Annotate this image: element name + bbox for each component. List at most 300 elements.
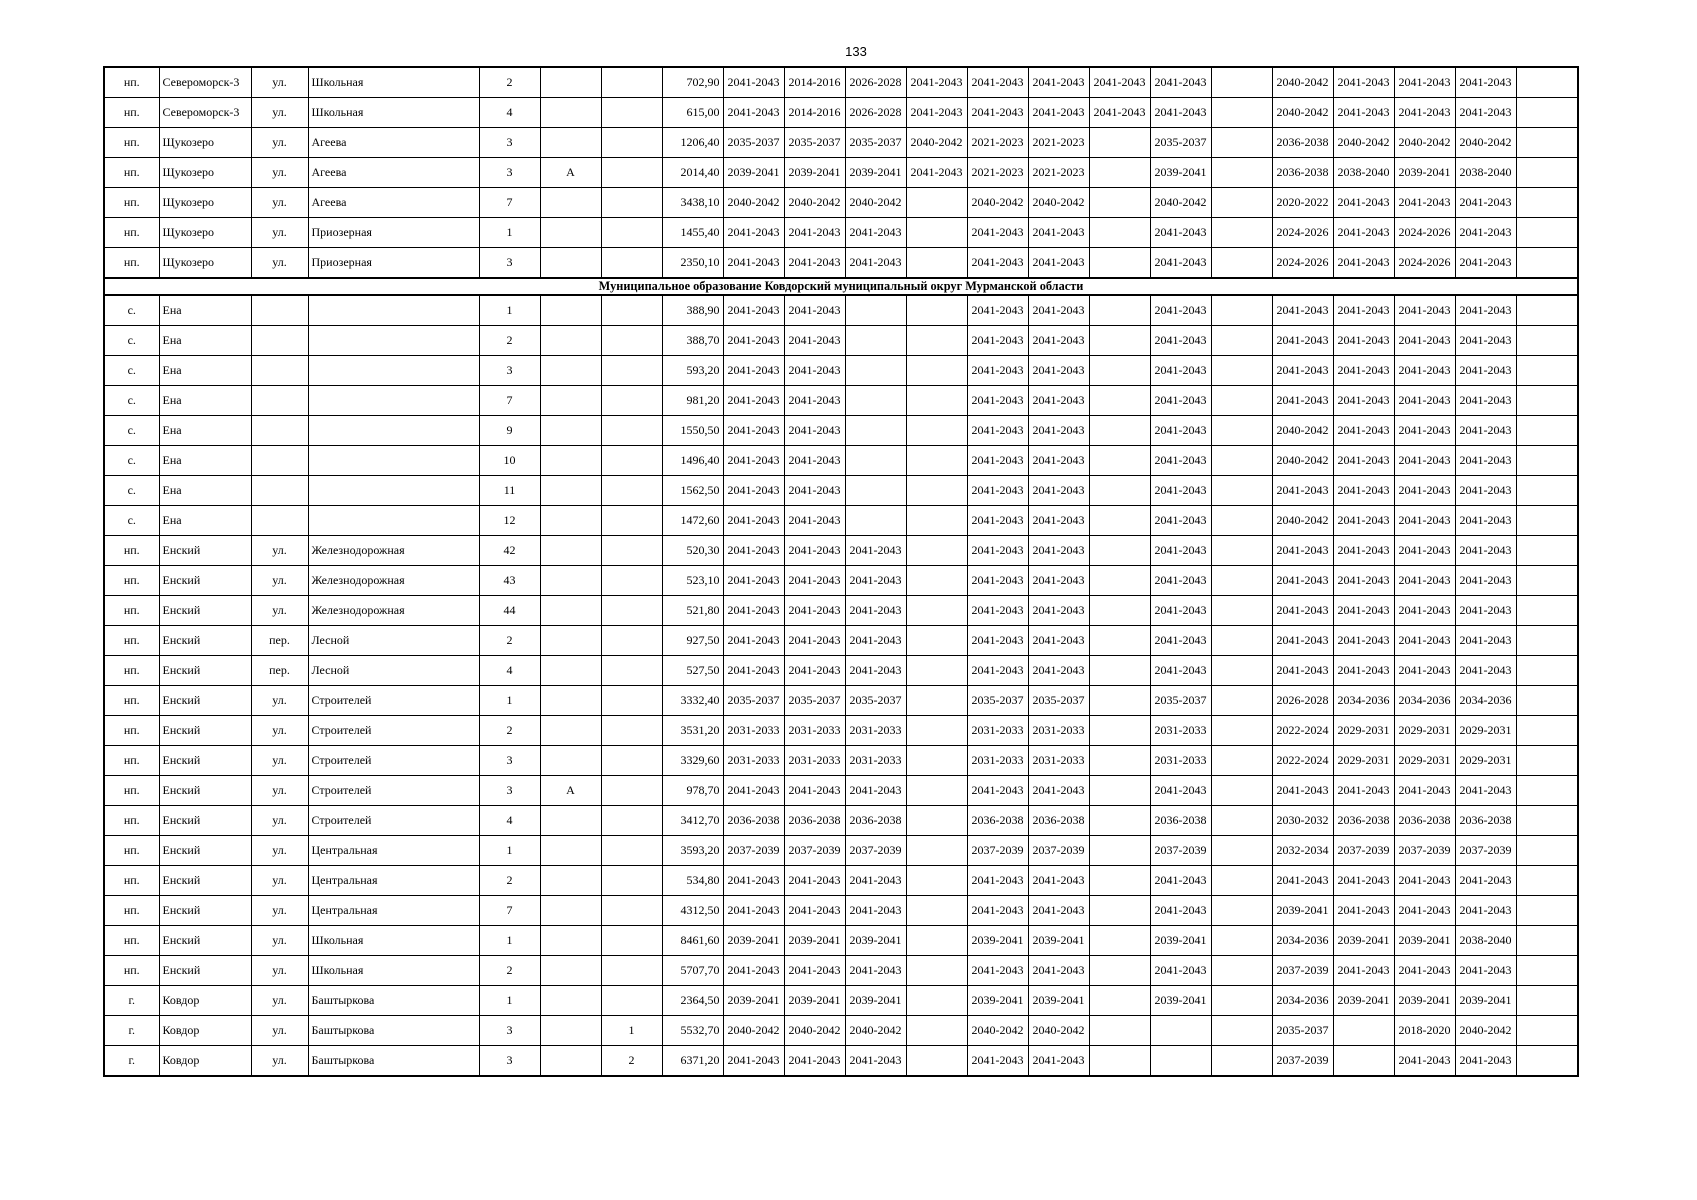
table-row	[104, 836, 1578, 866]
building-number-cell	[601, 416, 662, 446]
repair-period-cell: 2036-2038	[1150, 806, 1211, 836]
repair-period-cell: 2041-2043	[1333, 248, 1394, 279]
repair-period-cell: 2041-2043	[1455, 566, 1516, 596]
repair-period-cell: 2041-2043	[723, 566, 784, 596]
street-cell: Лесной	[308, 656, 479, 686]
repair-period-cell: 2041-2043	[723, 218, 784, 248]
repair-period-cell: 2041-2043	[1333, 656, 1394, 686]
table-row	[104, 956, 1578, 986]
repair-period-cell: 2041-2043	[1028, 476, 1089, 506]
repair-period-cell: 2037-2039	[1333, 836, 1394, 866]
repair-period-cell: 2041-2043	[967, 356, 1028, 386]
repair-period-cell	[1089, 326, 1150, 356]
repair-period-cell: 2041-2043	[845, 956, 906, 986]
repair-period-cell: 2041-2043	[1333, 506, 1394, 536]
repair-period-cell: 2041-2043	[1150, 776, 1211, 806]
building-number-cell	[601, 656, 662, 686]
table-row	[104, 476, 1578, 506]
repair-period-cell: 2041-2043	[1455, 188, 1516, 218]
repair-period-cell: 2031-2033	[784, 716, 845, 746]
area-cell: 615,00	[662, 98, 723, 128]
repair-period-cell: 2021-2023	[1028, 158, 1089, 188]
building-number-cell	[601, 536, 662, 566]
repair-period-cell: 2041-2043	[967, 896, 1028, 926]
street-cell: Школьная	[308, 67, 479, 98]
repair-period-cell	[906, 866, 967, 896]
repair-period-cell: 2039-2041	[845, 158, 906, 188]
table-row	[104, 716, 1578, 746]
repair-period-cell: 2030-2032	[1272, 806, 1333, 836]
repair-period-cell	[1089, 926, 1150, 956]
repair-period-cell	[1211, 476, 1272, 506]
repair-period-cell: 2041-2043	[967, 386, 1028, 416]
repair-period-cell: 2041-2043	[784, 866, 845, 896]
repair-period-cell: 2041-2043	[1150, 67, 1211, 98]
settlement-type-cell: нп.	[104, 686, 159, 716]
empty-cell	[1516, 716, 1578, 746]
table-row	[104, 536, 1578, 566]
street-type-cell: ул.	[251, 956, 308, 986]
repair-period-cell: 2039-2041	[723, 986, 784, 1016]
table-row	[104, 1016, 1578, 1046]
building-number-cell	[601, 806, 662, 836]
repair-period-cell	[906, 248, 967, 279]
repair-period-cell: 2041-2043	[1455, 446, 1516, 476]
repair-period-cell: 2037-2039	[1150, 836, 1211, 866]
settlement-type-cell: нп.	[104, 866, 159, 896]
table-row	[104, 566, 1578, 596]
empty-cell	[1516, 67, 1578, 98]
repair-period-cell: 2041-2043	[784, 506, 845, 536]
empty-cell	[1516, 1016, 1578, 1046]
repair-period-cell: 2041-2043	[1150, 476, 1211, 506]
repair-period-cell: 2041-2043	[1272, 386, 1333, 416]
repair-period-cell	[1089, 596, 1150, 626]
settlement-type-cell: нп.	[104, 836, 159, 866]
area-cell: 981,20	[662, 386, 723, 416]
repair-period-cell	[906, 776, 967, 806]
house-letter-cell	[540, 1046, 601, 1077]
area-cell: 521,80	[662, 596, 723, 626]
settlement-cell: Енский	[159, 806, 251, 836]
repair-period-cell	[1211, 686, 1272, 716]
settlement-type-cell: нп.	[104, 956, 159, 986]
repair-period-cell: 2037-2039	[1394, 836, 1455, 866]
repair-period-cell: 2041-2043	[1028, 295, 1089, 326]
repair-period-cell	[1211, 956, 1272, 986]
repair-period-cell	[906, 656, 967, 686]
table-row	[104, 98, 1578, 128]
table-row	[104, 67, 1578, 98]
area-cell: 1472,60	[662, 506, 723, 536]
repair-period-cell: 2041-2043	[784, 536, 845, 566]
repair-period-cell: 2041-2043	[723, 416, 784, 446]
settlement-cell: Щукозеро	[159, 188, 251, 218]
repair-period-cell: 2037-2039	[723, 836, 784, 866]
repair-period-cell	[906, 416, 967, 446]
repair-period-cell: 2041-2043	[1455, 98, 1516, 128]
repair-period-cell: 2041-2043	[967, 67, 1028, 98]
repair-period-cell: 2021-2023	[967, 128, 1028, 158]
settlement-type-cell: нп.	[104, 626, 159, 656]
section-header-row	[104, 278, 1578, 295]
repair-period-cell: 2041-2043	[967, 295, 1028, 326]
table-body	[104, 67, 1578, 1076]
house-letter-cell	[540, 746, 601, 776]
repair-period-cell	[1211, 566, 1272, 596]
repair-period-cell	[1211, 188, 1272, 218]
table-row	[104, 626, 1578, 656]
table-row	[104, 746, 1578, 776]
repair-period-cell: 2041-2043	[967, 446, 1028, 476]
house-number-cell: 2	[479, 866, 540, 896]
settlement-cell: Енский	[159, 836, 251, 866]
repair-period-cell	[1089, 248, 1150, 279]
building-number-cell	[601, 776, 662, 806]
repair-period-cell: 2041-2043	[845, 776, 906, 806]
house-number-cell: 3	[479, 128, 540, 158]
street-type-cell: ул.	[251, 866, 308, 896]
repair-period-cell: 2031-2033	[1150, 746, 1211, 776]
repair-period-cell: 2041-2043	[1333, 566, 1394, 596]
empty-cell	[1516, 956, 1578, 986]
repair-period-cell: 2041-2043	[1394, 416, 1455, 446]
settlement-type-cell: нп.	[104, 128, 159, 158]
building-number-cell	[601, 926, 662, 956]
repair-period-cell	[906, 506, 967, 536]
repair-period-cell	[1089, 188, 1150, 218]
repair-period-cell	[1089, 1016, 1150, 1046]
table-row	[104, 356, 1578, 386]
repair-period-cell: 2041-2043	[1333, 596, 1394, 626]
repair-period-cell: 2020-2022	[1272, 188, 1333, 218]
repair-period-cell: 2041-2043	[784, 656, 845, 686]
area-cell: 388,70	[662, 326, 723, 356]
house-number-cell: 42	[479, 536, 540, 566]
house-number-cell: 9	[479, 416, 540, 446]
street-cell: Центральная	[308, 896, 479, 926]
repair-period-cell	[1089, 806, 1150, 836]
repair-period-cell: 2039-2041	[967, 986, 1028, 1016]
building-number-cell	[601, 67, 662, 98]
building-number-cell	[601, 356, 662, 386]
repair-period-cell: 2041-2043	[723, 326, 784, 356]
settlement-cell: Щукозеро	[159, 218, 251, 248]
repair-period-cell: 2040-2042	[1028, 188, 1089, 218]
empty-cell	[1516, 248, 1578, 279]
house-letter-cell	[540, 836, 601, 866]
repair-period-cell: 2041-2043	[1455, 776, 1516, 806]
repair-period-cell	[906, 626, 967, 656]
street-cell: Железнодорожная	[308, 596, 479, 626]
settlement-cell: Североморск-3	[159, 67, 251, 98]
repair-period-cell	[906, 188, 967, 218]
repair-period-cell	[1211, 656, 1272, 686]
repair-period-cell: 2041-2043	[1028, 248, 1089, 279]
repair-period-cell: 2041-2043	[723, 596, 784, 626]
repair-period-cell: 2041-2043	[906, 98, 967, 128]
repair-period-cell	[845, 326, 906, 356]
house-letter-cell	[540, 446, 601, 476]
street-cell: Строителей	[308, 716, 479, 746]
repair-period-cell: 2041-2043	[906, 158, 967, 188]
house-letter-cell	[540, 476, 601, 506]
repair-period-cell	[1089, 626, 1150, 656]
repair-period-cell	[906, 1016, 967, 1046]
street-type-cell	[251, 295, 308, 326]
repair-period-cell: 2041-2043	[1028, 626, 1089, 656]
repair-period-cell: 2041-2043	[1394, 356, 1455, 386]
street-type-cell: ул.	[251, 67, 308, 98]
street-type-cell: ул.	[251, 926, 308, 956]
repair-period-cell: 2041-2043	[845, 248, 906, 279]
repair-period-cell: 2040-2042	[1272, 67, 1333, 98]
repair-period-cell	[1211, 386, 1272, 416]
repair-period-cell	[845, 446, 906, 476]
house-letter-cell	[540, 188, 601, 218]
repair-period-cell: 2041-2043	[784, 1046, 845, 1077]
repair-period-cell: 2041-2043	[1394, 188, 1455, 218]
settlement-type-cell: нп.	[104, 566, 159, 596]
house-number-cell: 7	[479, 188, 540, 218]
repair-period-cell	[1211, 248, 1272, 279]
area-cell: 534,80	[662, 866, 723, 896]
street-type-cell: ул.	[251, 158, 308, 188]
repair-period-cell: 2041-2043	[1455, 386, 1516, 416]
repair-period-cell: 2040-2042	[967, 1016, 1028, 1046]
settlement-type-cell: с.	[104, 295, 159, 326]
street-cell: Баштыркова	[308, 986, 479, 1016]
building-number-cell	[601, 896, 662, 926]
repair-period-cell	[845, 416, 906, 446]
repair-period-cell: 2031-2033	[1150, 716, 1211, 746]
settlement-cell: Ена	[159, 506, 251, 536]
repair-period-cell	[1211, 596, 1272, 626]
settlement-cell: Ена	[159, 386, 251, 416]
street-type-cell: ул.	[251, 806, 308, 836]
repair-period-cell: 2039-2041	[1333, 986, 1394, 1016]
table-row	[104, 656, 1578, 686]
repair-period-cell: 2041-2043	[1150, 596, 1211, 626]
repair-period-cell: 2041-2043	[1028, 656, 1089, 686]
repair-period-cell: 2041-2043	[1455, 326, 1516, 356]
street-cell: Приозерная	[308, 248, 479, 279]
repair-period-cell	[1211, 716, 1272, 746]
repair-period-cell: 2041-2043	[1028, 67, 1089, 98]
repair-period-cell	[906, 295, 967, 326]
repair-period-cell: 2041-2043	[1333, 776, 1394, 806]
house-letter-cell	[540, 986, 601, 1016]
repair-period-cell: 2041-2043	[1028, 776, 1089, 806]
empty-cell	[1516, 746, 1578, 776]
repair-period-cell: 2041-2043	[723, 866, 784, 896]
repair-period-cell: 2041-2043	[1028, 416, 1089, 446]
repair-period-cell: 2039-2041	[845, 926, 906, 956]
settlement-cell: Енский	[159, 686, 251, 716]
area-cell: 3329,60	[662, 746, 723, 776]
repair-period-cell	[1089, 866, 1150, 896]
repair-period-cell: 2035-2037	[1150, 128, 1211, 158]
table-row	[104, 295, 1578, 326]
settlement-cell: Ковдор	[159, 986, 251, 1016]
table-row	[104, 776, 1578, 806]
empty-cell	[1516, 896, 1578, 926]
repair-period-cell: 2041-2043	[967, 626, 1028, 656]
repair-period-cell: 2041-2043	[1333, 188, 1394, 218]
empty-cell	[1516, 926, 1578, 956]
repair-period-cell	[1089, 656, 1150, 686]
repair-period-cell: 2037-2039	[967, 836, 1028, 866]
repair-period-cell: 2041-2043	[967, 866, 1028, 896]
house-number-cell: 1	[479, 295, 540, 326]
building-number-cell	[601, 218, 662, 248]
repair-period-cell: 2039-2041	[723, 158, 784, 188]
repair-period-cell: 2041-2043	[784, 476, 845, 506]
repair-period-cell: 2041-2043	[723, 476, 784, 506]
repair-period-cell: 2014-2016	[784, 98, 845, 128]
repair-period-cell: 2041-2043	[906, 67, 967, 98]
empty-cell	[1516, 506, 1578, 536]
table-row	[104, 416, 1578, 446]
area-cell: 6371,20	[662, 1046, 723, 1077]
repair-period-cell	[1089, 158, 1150, 188]
repair-period-cell	[1089, 776, 1150, 806]
repair-period-cell: 2036-2038	[1333, 806, 1394, 836]
house-letter-cell	[540, 566, 601, 596]
repair-period-cell: 2036-2038	[1028, 806, 1089, 836]
repair-period-cell: 2041-2043	[1394, 476, 1455, 506]
building-number-cell	[601, 716, 662, 746]
house-number-cell: 1	[479, 218, 540, 248]
repair-period-cell: 2041-2043	[1394, 956, 1455, 986]
repair-period-cell: 2024-2026	[1272, 248, 1333, 279]
street-type-cell: ул.	[251, 776, 308, 806]
repair-period-cell: 2039-2041	[1394, 158, 1455, 188]
repair-period-cell: 2041-2043	[1333, 446, 1394, 476]
house-number-cell: 1	[479, 986, 540, 1016]
repair-period-cell: 2041-2043	[1455, 596, 1516, 626]
repair-period-cell: 2041-2043	[1455, 626, 1516, 656]
repair-period-cell	[1211, 356, 1272, 386]
repair-period-cell	[906, 566, 967, 596]
repair-period-cell: 2041-2043	[784, 326, 845, 356]
repair-period-cell: 2041-2043	[967, 506, 1028, 536]
house-letter-cell	[540, 386, 601, 416]
repair-period-cell	[1211, 98, 1272, 128]
house-number-cell: 3	[479, 158, 540, 188]
settlement-cell: Ена	[159, 416, 251, 446]
repair-period-cell: 2041-2043	[784, 896, 845, 926]
repair-period-cell: 2041-2043	[1272, 326, 1333, 356]
repair-period-cell: 2041-2043	[845, 596, 906, 626]
repair-period-cell: 2041-2043	[1150, 896, 1211, 926]
repair-period-cell: 2041-2043	[1455, 956, 1516, 986]
area-cell: 1562,50	[662, 476, 723, 506]
settlement-type-cell: нп.	[104, 218, 159, 248]
repair-period-cell: 2038-2040	[1333, 158, 1394, 188]
repair-period-cell	[1089, 295, 1150, 326]
repair-period-cell: 2040-2042	[1150, 188, 1211, 218]
house-number-cell: 2	[479, 626, 540, 656]
building-number-cell	[601, 626, 662, 656]
repair-period-cell	[906, 446, 967, 476]
repair-period-cell: 2040-2042	[1272, 416, 1333, 446]
repair-period-cell: 2039-2041	[1028, 926, 1089, 956]
street-type-cell: ул.	[251, 248, 308, 279]
repair-period-cell	[1211, 536, 1272, 566]
repair-period-cell: 2041-2043	[1455, 295, 1516, 326]
street-cell: Железнодорожная	[308, 536, 479, 566]
repair-period-cell	[906, 536, 967, 566]
repair-period-cell	[1150, 1046, 1211, 1077]
settlement-cell: Ена	[159, 295, 251, 326]
repair-period-cell: 2041-2043	[967, 656, 1028, 686]
repair-period-cell	[1211, 806, 1272, 836]
repair-period-cell: 2040-2042	[723, 188, 784, 218]
repair-period-cell: 2041-2043	[1394, 506, 1455, 536]
repair-period-cell: 2041-2043	[967, 248, 1028, 279]
repair-period-cell: 2041-2043	[1333, 386, 1394, 416]
repair-period-cell: 2041-2043	[784, 416, 845, 446]
repair-period-cell: 2041-2043	[1150, 416, 1211, 446]
repair-period-cell: 2041-2043	[784, 776, 845, 806]
house-letter-cell	[540, 356, 601, 386]
empty-cell	[1516, 836, 1578, 866]
repair-period-cell: 2041-2043	[1455, 1046, 1516, 1077]
building-number-cell	[601, 446, 662, 476]
repair-period-cell: 2041-2043	[1150, 656, 1211, 686]
repair-period-cell	[906, 1046, 967, 1077]
empty-cell	[1516, 776, 1578, 806]
repair-period-cell: 2036-2038	[723, 806, 784, 836]
street-cell: Агеева	[308, 158, 479, 188]
repair-period-cell: 2035-2037	[845, 686, 906, 716]
repair-period-cell	[845, 506, 906, 536]
repair-period-cell	[1089, 356, 1150, 386]
repair-period-cell: 2021-2023	[1028, 128, 1089, 158]
street-cell: Школьная	[308, 926, 479, 956]
repair-period-cell: 2040-2042	[1028, 1016, 1089, 1046]
empty-cell	[1516, 476, 1578, 506]
repair-period-cell: 2029-2031	[1394, 716, 1455, 746]
housing-register-table	[103, 66, 1579, 1077]
repair-period-cell: 2041-2043	[967, 1046, 1028, 1077]
settlement-cell: Щукозеро	[159, 248, 251, 279]
repair-period-cell: 2041-2043	[723, 656, 784, 686]
repair-period-cell: 2041-2043	[1333, 356, 1394, 386]
empty-cell	[1516, 218, 1578, 248]
street-cell: Строителей	[308, 776, 479, 806]
repair-period-cell: 2040-2042	[1272, 506, 1333, 536]
building-number-cell	[601, 386, 662, 416]
house-letter-cell	[540, 128, 601, 158]
repair-period-cell: 2029-2031	[1394, 746, 1455, 776]
repair-period-cell: 2031-2033	[1028, 746, 1089, 776]
house-number-cell: 43	[479, 566, 540, 596]
street-cell: Баштыркова	[308, 1016, 479, 1046]
street-cell: Баштыркова	[308, 1046, 479, 1077]
street-cell: Лесной	[308, 626, 479, 656]
table-row	[104, 596, 1578, 626]
repair-period-cell: 2041-2043	[784, 566, 845, 596]
repair-period-cell	[1211, 446, 1272, 476]
settlement-cell: Ена	[159, 446, 251, 476]
table-row	[104, 188, 1578, 218]
repair-period-cell: 2035-2037	[1028, 686, 1089, 716]
page-number: 133	[845, 44, 867, 59]
area-cell: 2364,50	[662, 986, 723, 1016]
repair-period-cell: 2039-2041	[1150, 926, 1211, 956]
